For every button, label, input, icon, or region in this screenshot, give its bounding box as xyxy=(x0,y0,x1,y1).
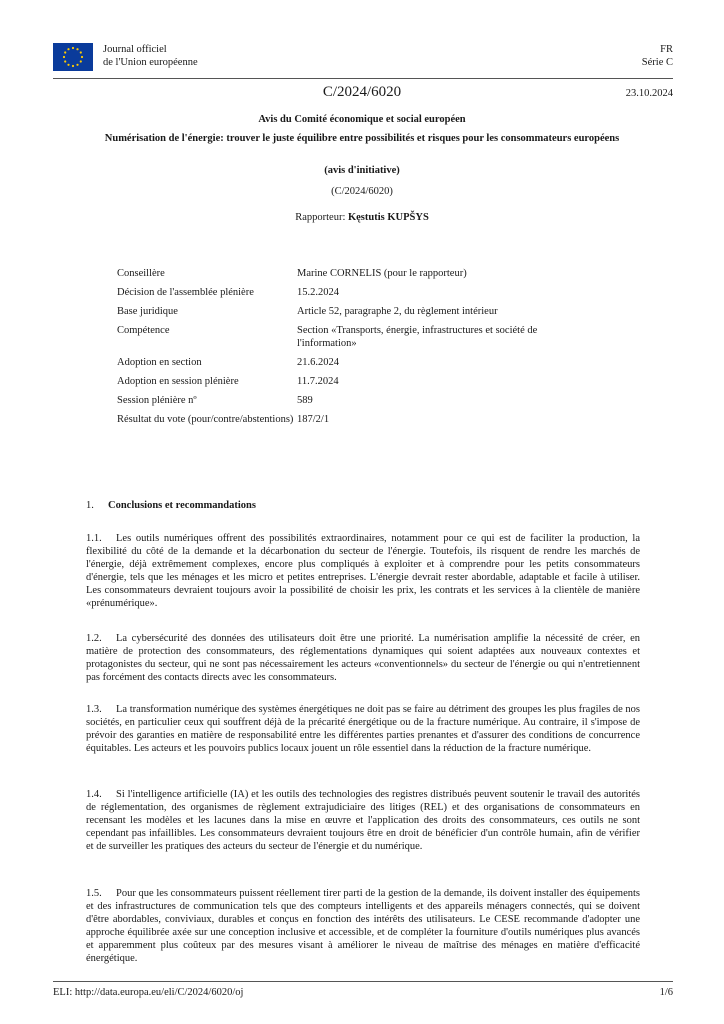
meta-label: Adoption en session plénière xyxy=(117,376,239,387)
paragraph xyxy=(86,887,640,965)
eu-flag-icon xyxy=(53,43,93,71)
paragraph-number: 1.3. xyxy=(86,704,102,715)
section-heading xyxy=(86,500,256,511)
rapporteur-name: Kęstutis KUPŠYS xyxy=(347,212,429,223)
footer-divider xyxy=(53,981,673,982)
meta-value: 11.7.2024 xyxy=(297,376,339,387)
star-icon xyxy=(72,47,74,49)
meta-value: 21.6.2024 xyxy=(297,357,339,368)
star-icon xyxy=(72,65,74,67)
star-icon xyxy=(63,56,65,58)
meta-label: Session plénière nº xyxy=(117,395,197,406)
journal-title xyxy=(103,43,198,69)
paragraph-text: La transformation numérique des systèmes énergétiques ne doit pas se faire au détriment des groupes les plus fragiles de nos sociétés, en particulier ceux qui souffrent déjà de la précarité énergétique ou de la fracture numérique. Au contraire, il s'impose de prévoir des garanties en matière de responsabilité entre les différentes parties prenantes et d'assurer des conditions de concurrence équitables. Les acteurs et les pouvoirs publics locaux jouent un rôle essentiel dans la réduction de la fracture numérique. xyxy=(86,704,640,754)
meta-row xyxy=(117,267,577,280)
section-title: Conclusions et recommandations xyxy=(108,500,256,511)
paragraph xyxy=(86,788,640,853)
journal-header xyxy=(53,43,673,83)
page-number: 1/6 xyxy=(659,987,673,998)
paragraph xyxy=(86,532,640,610)
rapporteur-label: Rapporteur: xyxy=(295,212,348,223)
meta-row xyxy=(117,375,577,388)
document-title: Numérisation de l'énergie: trouver le juste équilibre entre possibilités et risques pour les consommateurs européens xyxy=(104,133,620,144)
journal-title-line1: Journal officiel xyxy=(103,44,167,55)
meta-row xyxy=(117,286,577,299)
meta-value: 187/2/1 xyxy=(297,414,330,425)
language-code: FR xyxy=(660,44,673,55)
meta-label: Décision de l'assemblée plénière xyxy=(117,287,254,298)
meta-row xyxy=(117,394,577,407)
meta-row xyxy=(117,324,577,350)
paragraph-text: Pour que les consommateurs puissent réellement tirer parti de la gestion de la demande, ils doivent installer des équipements et des infrastructures de communication tels que des compteurs intelligents et des appareils ménagers connectés, qui se doivent d'être abordables, conviviaux, durables et conçus en fonction des intérêts des utilisateurs. Le CESE recommande d'adopter une approche équilibrée axée sur une conception inclusive et accessible, et de compléter la fourniture d'outils numériques plus avancés et apparemment plus coûteux par des mesures visant à améliorer le niveau de maîtrise des ménages en matière d'efficacité énergétique. xyxy=(86,888,640,964)
paragraph-text: Les outils numériques offrent des possibilités extraordinaires, notamment pour ce qui est de faciliter la production, la flexibilité du côté de la demande et la décarbonation du secteur de l'énergie. Toutefois, ils risquent de rendre les marchés de l'énergie, déjà extrêmement complexes, encore plus compliqués à exploiter et à comprendre pour les petits consommateurs d'énergie, tels que les ménages et les micro et petites entreprises. L'énergie devrait rester abordable, adaptable et facile à utiliser. Les consommateurs devraient toujours avoir la possibilité de choisir les prix, les contrats et les services à la clientèle de manière «prénumérique». xyxy=(86,533,640,609)
paragraph-text: La cybersécurité des données des utilisateurs doit être une priorité. La numérisation amplifie la nécessité de créer, en matière de protection des consommateurs, des réglementations dynamiques qui soient adaptées aux nouveaux contextes et protagonistes du secteur, qui ne sont pas nécessairement les acteurs «conventionnels» du secteur de l'énergie ou qui n'entretiennent pas forcément des contacts directs avec les consommateurs. xyxy=(86,633,640,683)
meta-value: Marine CORNELIS (pour le rapporteur) xyxy=(297,268,467,279)
paragraph-number: 1.1. xyxy=(86,533,102,544)
paragraph-number: 1.4. xyxy=(86,789,102,800)
meta-label: Conseillère xyxy=(117,268,165,279)
language-series xyxy=(642,43,673,69)
series-label: Série C xyxy=(641,57,673,68)
star-icon xyxy=(80,60,82,62)
meta-label: Base juridique xyxy=(117,306,178,317)
star-icon xyxy=(67,64,69,66)
paragraph-number: 1.2. xyxy=(86,633,102,644)
paragraph xyxy=(86,632,640,684)
paragraph-number: 1.5. xyxy=(86,888,102,899)
meta-label: Compétence xyxy=(117,325,170,336)
document-date: 23.10.2024 xyxy=(625,88,673,99)
document-number: C/2024/6020 xyxy=(322,84,402,100)
issuer-heading: Avis du Comité économique et social européen xyxy=(258,114,466,125)
paragraph xyxy=(86,703,640,755)
meta-row xyxy=(117,356,577,369)
meta-value: Article 52, paragraphe 2, du règlement intérieur xyxy=(297,306,498,317)
star-icon xyxy=(80,51,82,53)
star-icon xyxy=(64,60,66,62)
document-subtitle: (avis d'initiative) xyxy=(324,165,400,176)
star-icon xyxy=(76,48,78,50)
procedure-metadata-table xyxy=(117,267,577,432)
journal-title-line2: de l'Union européenne xyxy=(103,57,198,68)
meta-value: Section «Transports, énergie, infrastructures et société de l'information» xyxy=(297,325,538,349)
meta-value: 15.2.2024 xyxy=(297,287,339,298)
star-icon xyxy=(67,48,69,50)
meta-value: 589 xyxy=(297,395,313,406)
meta-row xyxy=(117,305,577,318)
star-icon xyxy=(76,64,78,66)
section-number: 1. xyxy=(86,500,94,511)
paragraph-text: Si l'intelligence artificielle (IA) et les outils des technologies des registres distribués peuvent soutenir le travail des autorités de réglementation, des organismes de règlement extrajudiciaire des litiges (REL) et des organisations de consommateurs en recensant les modèles et les lacunes dans la mise en œuvre et l'application des droits des consommateurs, ces outils ne sont cependant pas infaillibles. Les consommateurs devraient toujours être en droit de bénéficier d'un contrôle humain, afin de vérifier et de surveiller les pratiques des acteurs du secteur de l'énergie et du numérique. xyxy=(86,789,640,852)
header-divider xyxy=(53,78,673,79)
eli-link[interactable]: ELI: http://data.europa.eu/eli/C/2024/6020/oj xyxy=(53,987,244,998)
meta-row xyxy=(117,413,577,426)
meta-label: Résultat du vote (pour/contre/abstentions) xyxy=(117,414,294,425)
meta-label: Adoption en section xyxy=(117,357,202,368)
rapporteur-line xyxy=(110,211,614,224)
document-reference: (C/2024/6020) xyxy=(331,186,393,197)
star-icon xyxy=(64,51,66,53)
star-icon xyxy=(81,56,83,58)
